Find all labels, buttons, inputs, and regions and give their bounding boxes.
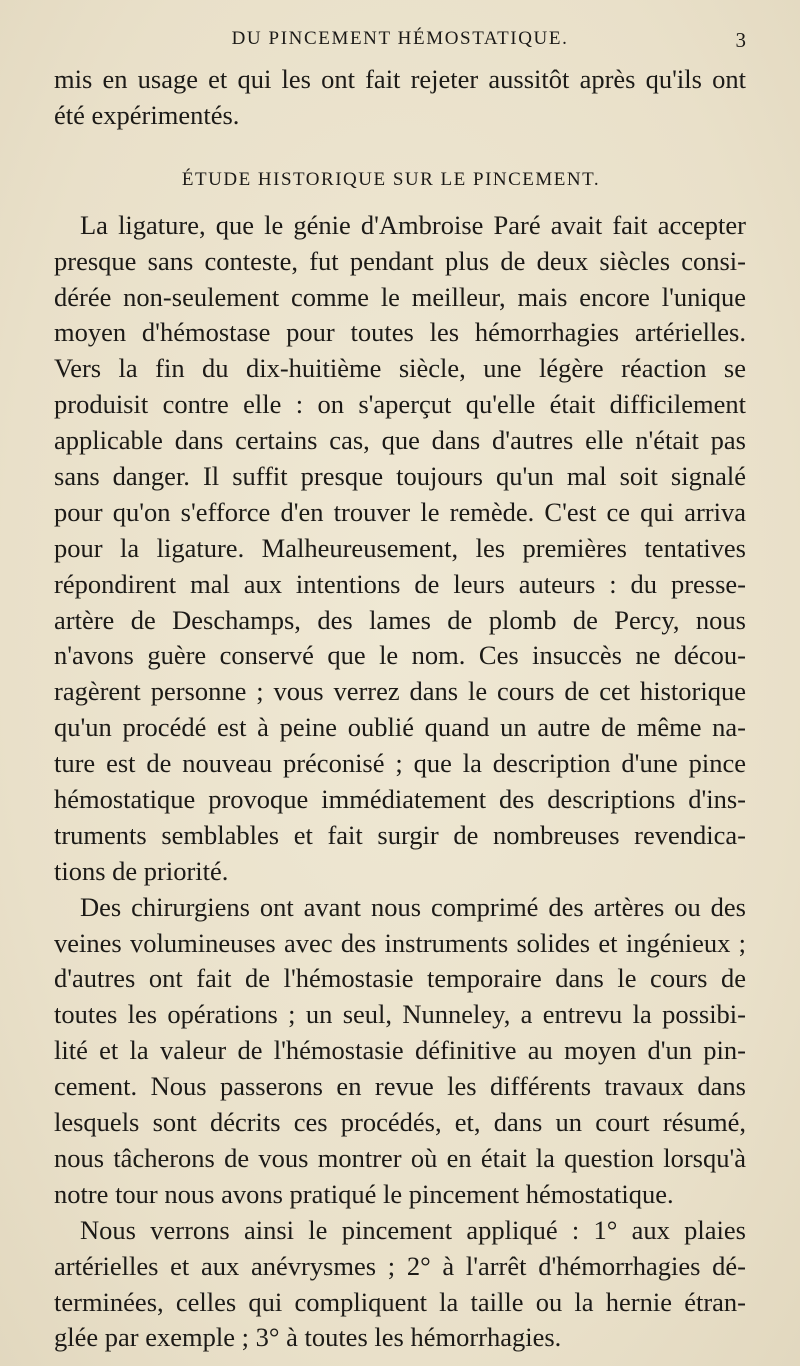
text-line: pour la ligature. Malheureusement, les premières tentatives xyxy=(54,532,746,563)
text-line: veines volumineuses avec des instruments solides et ingénieux ; xyxy=(54,927,746,958)
text-line: moyen d'hémostase pour toutes les hémorrhagies artérielles. xyxy=(54,317,746,348)
opening-fragment xyxy=(54,62,746,134)
text-line: d'autres ont fait de l'hémostasie temporaire dans le cours de xyxy=(54,963,746,994)
text-line: sans danger. Il suffit presque toujours qu'un mal soit signalé xyxy=(54,461,746,492)
text-line: truments semblables et fait surgir de nombreuses revendica- xyxy=(54,819,746,850)
text-line: ture est de nouveau préconisé ; que la description d'une pince xyxy=(54,748,746,779)
text-line: lesquels sont décrits ces procédés, et, dans un court résumé, xyxy=(54,1107,746,1138)
text-line: tions de priorité. xyxy=(54,855,229,886)
running-head xyxy=(54,28,746,54)
text-line: n'avons guère conservé que le nom. Ces insuccès ne décou- xyxy=(54,640,746,671)
body-text xyxy=(54,62,746,1356)
text-line: mis en usage et qui les ont fait rejeter aussitôt après qu'ils ont xyxy=(54,64,746,94)
text-line: lité et la valeur de l'hémostasie définitive au moyen d'un pin- xyxy=(54,1035,746,1066)
text-line: produisit contre elle : on s'aperçut qu'elle était difficilement xyxy=(54,389,746,420)
text-line: qu'un procédé est à peine oublié quand un autre de même na- xyxy=(54,712,746,743)
text-line: pour qu'on s'efforce d'en trouver le remède. C'est ce qui arriva xyxy=(54,496,746,527)
text-line: Vers la fin du dix-huitième siècle, une légère réaction se xyxy=(54,353,746,384)
text-line: presque sans conteste, fut pendant plus de deux siècles consi- xyxy=(54,245,746,276)
text-line: été expérimentés. xyxy=(54,99,240,130)
text-line: Nous verrons ainsi le pincement appliqué : 1° aux plaies xyxy=(80,1214,746,1245)
text-line: artère de Deschamps, des lames de plomb de Percy, nous xyxy=(54,604,746,635)
paragraph-3 xyxy=(54,1213,746,1357)
section-heading: ÉTUDE HISTORIQUE SUR LE PINCEMENT. xyxy=(181,168,601,190)
text-line: artérielles et aux anévrysmes ; 2° à l'arrêt d'hémorrhagies dé- xyxy=(54,1250,746,1281)
text-line: répondirent mal aux intentions de leurs auteurs : du presse- xyxy=(54,568,746,599)
paragraph-2 xyxy=(54,890,746,1213)
text-line: applicable dans certains cas, que dans d'autres elle n'était pas xyxy=(54,425,746,456)
paragraph-1 xyxy=(54,208,746,890)
text-line: dérée non-seulement comme le meilleur, mais encore l'unique xyxy=(54,281,746,312)
text-line: nous tâcherons de vous montrer où en était la question lorsqu'à xyxy=(54,1142,746,1173)
text-line: hémostatique provoque immédiatement des descriptions d'ins- xyxy=(54,784,746,815)
text-line: cement. Nous passerons en revue les différents travaux dans xyxy=(54,1071,746,1102)
text-line: toutes les opérations ; un seul, Nunneley, a entrevu la possibi- xyxy=(54,999,746,1030)
text-line: Des chirurgiens ont avant nous comprimé des artères ou des xyxy=(80,891,746,922)
text-line: notre tour nous avons pratiqué le pincement hémostatique. xyxy=(54,1178,674,1209)
text-line: La ligature, que le génie d'Ambroise Paré avait fait accepter xyxy=(80,209,746,240)
text-line: ragèrent personne ; vous verrez dans le cours de cet historique xyxy=(54,676,746,707)
page-number: 3 xyxy=(735,28,746,52)
running-title: DU PINCEMENT HÉMOSTATIQUE. xyxy=(231,28,569,49)
text-line: terminées, celles qui compliquent la taille ou la hernie étran- xyxy=(54,1286,746,1317)
text-line: glée par exemple ; 3° à toutes les hémorrhagies. xyxy=(54,1322,562,1353)
